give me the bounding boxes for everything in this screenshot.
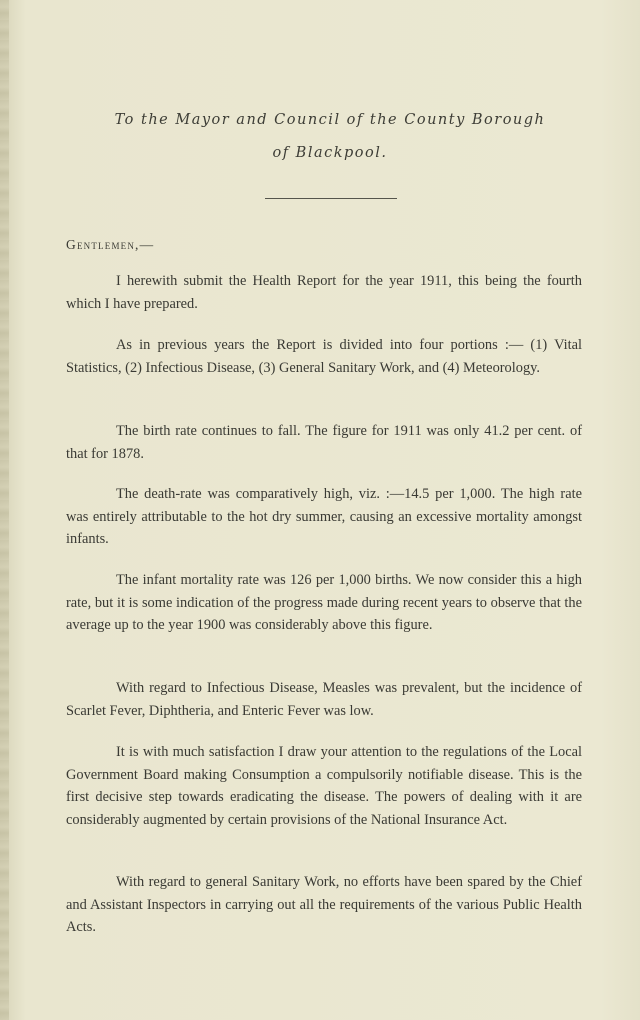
paragraph-sanitary-work: With regard to general Sanitary Work, no efforts have been spared by the Chief and Assistant Inspectors in carrying out all the requirements of the various Public Health Acts.: [66, 874, 582, 935]
salutation: Gentlemen,—: [66, 237, 155, 252]
paragraph-infectious-disease: With regard to Infectious Disease, Measles was prevalent, but the incidence of Scarlet Fever, Diphtheria, and Enteric Fever was low.: [66, 680, 582, 719]
heading-divider: [265, 198, 397, 199]
paragraph-birth-rate: The birth rate continues to fall. The figure for 1911 was only 41.2 per cent. of that for 1878.: [66, 423, 582, 462]
paragraph-consumption-regulations: It is with much satisfaction I draw your attention to the regulations of the Local Government Board making Consumption a compulsorily notifiable disease. This is the first decisive step towards eradicating the disease. The powers of dealing with it are considerably augmented by certain provisions of the National Insurance Act.: [66, 744, 582, 828]
address-heading-line-2: of Blackpool.: [272, 145, 388, 161]
paragraph-report-portions: As in previous years the Report is divided into four portions :— (1) Vital Statistics, (2) Infectious Disease, (3) General Sanitary Work, and (4) Meteorology.: [66, 337, 582, 376]
address-heading-line-1: To the Mayor and Council of the County Borough: [114, 112, 546, 128]
paragraph-infant-mortality: The infant mortality rate was 126 per 1,000 births. We now consider this a high rate, but it is some indication of the progress made during recent years to observe that the average up to the year 1900 was considerably above this figure.: [66, 572, 582, 633]
paragraph-introduction: I herewith submit the Health Report for the year 1911, this being the fourth which I have prepared.: [66, 273, 582, 312]
paragraph-death-rate: The death-rate was comparatively high, viz. :—14.5 per 1,000. The high rate was entirely attributable to the hot dry summer, causing an excessive mortality amongst infants.: [66, 486, 582, 547]
page-edge: [0, 0, 9, 1020]
